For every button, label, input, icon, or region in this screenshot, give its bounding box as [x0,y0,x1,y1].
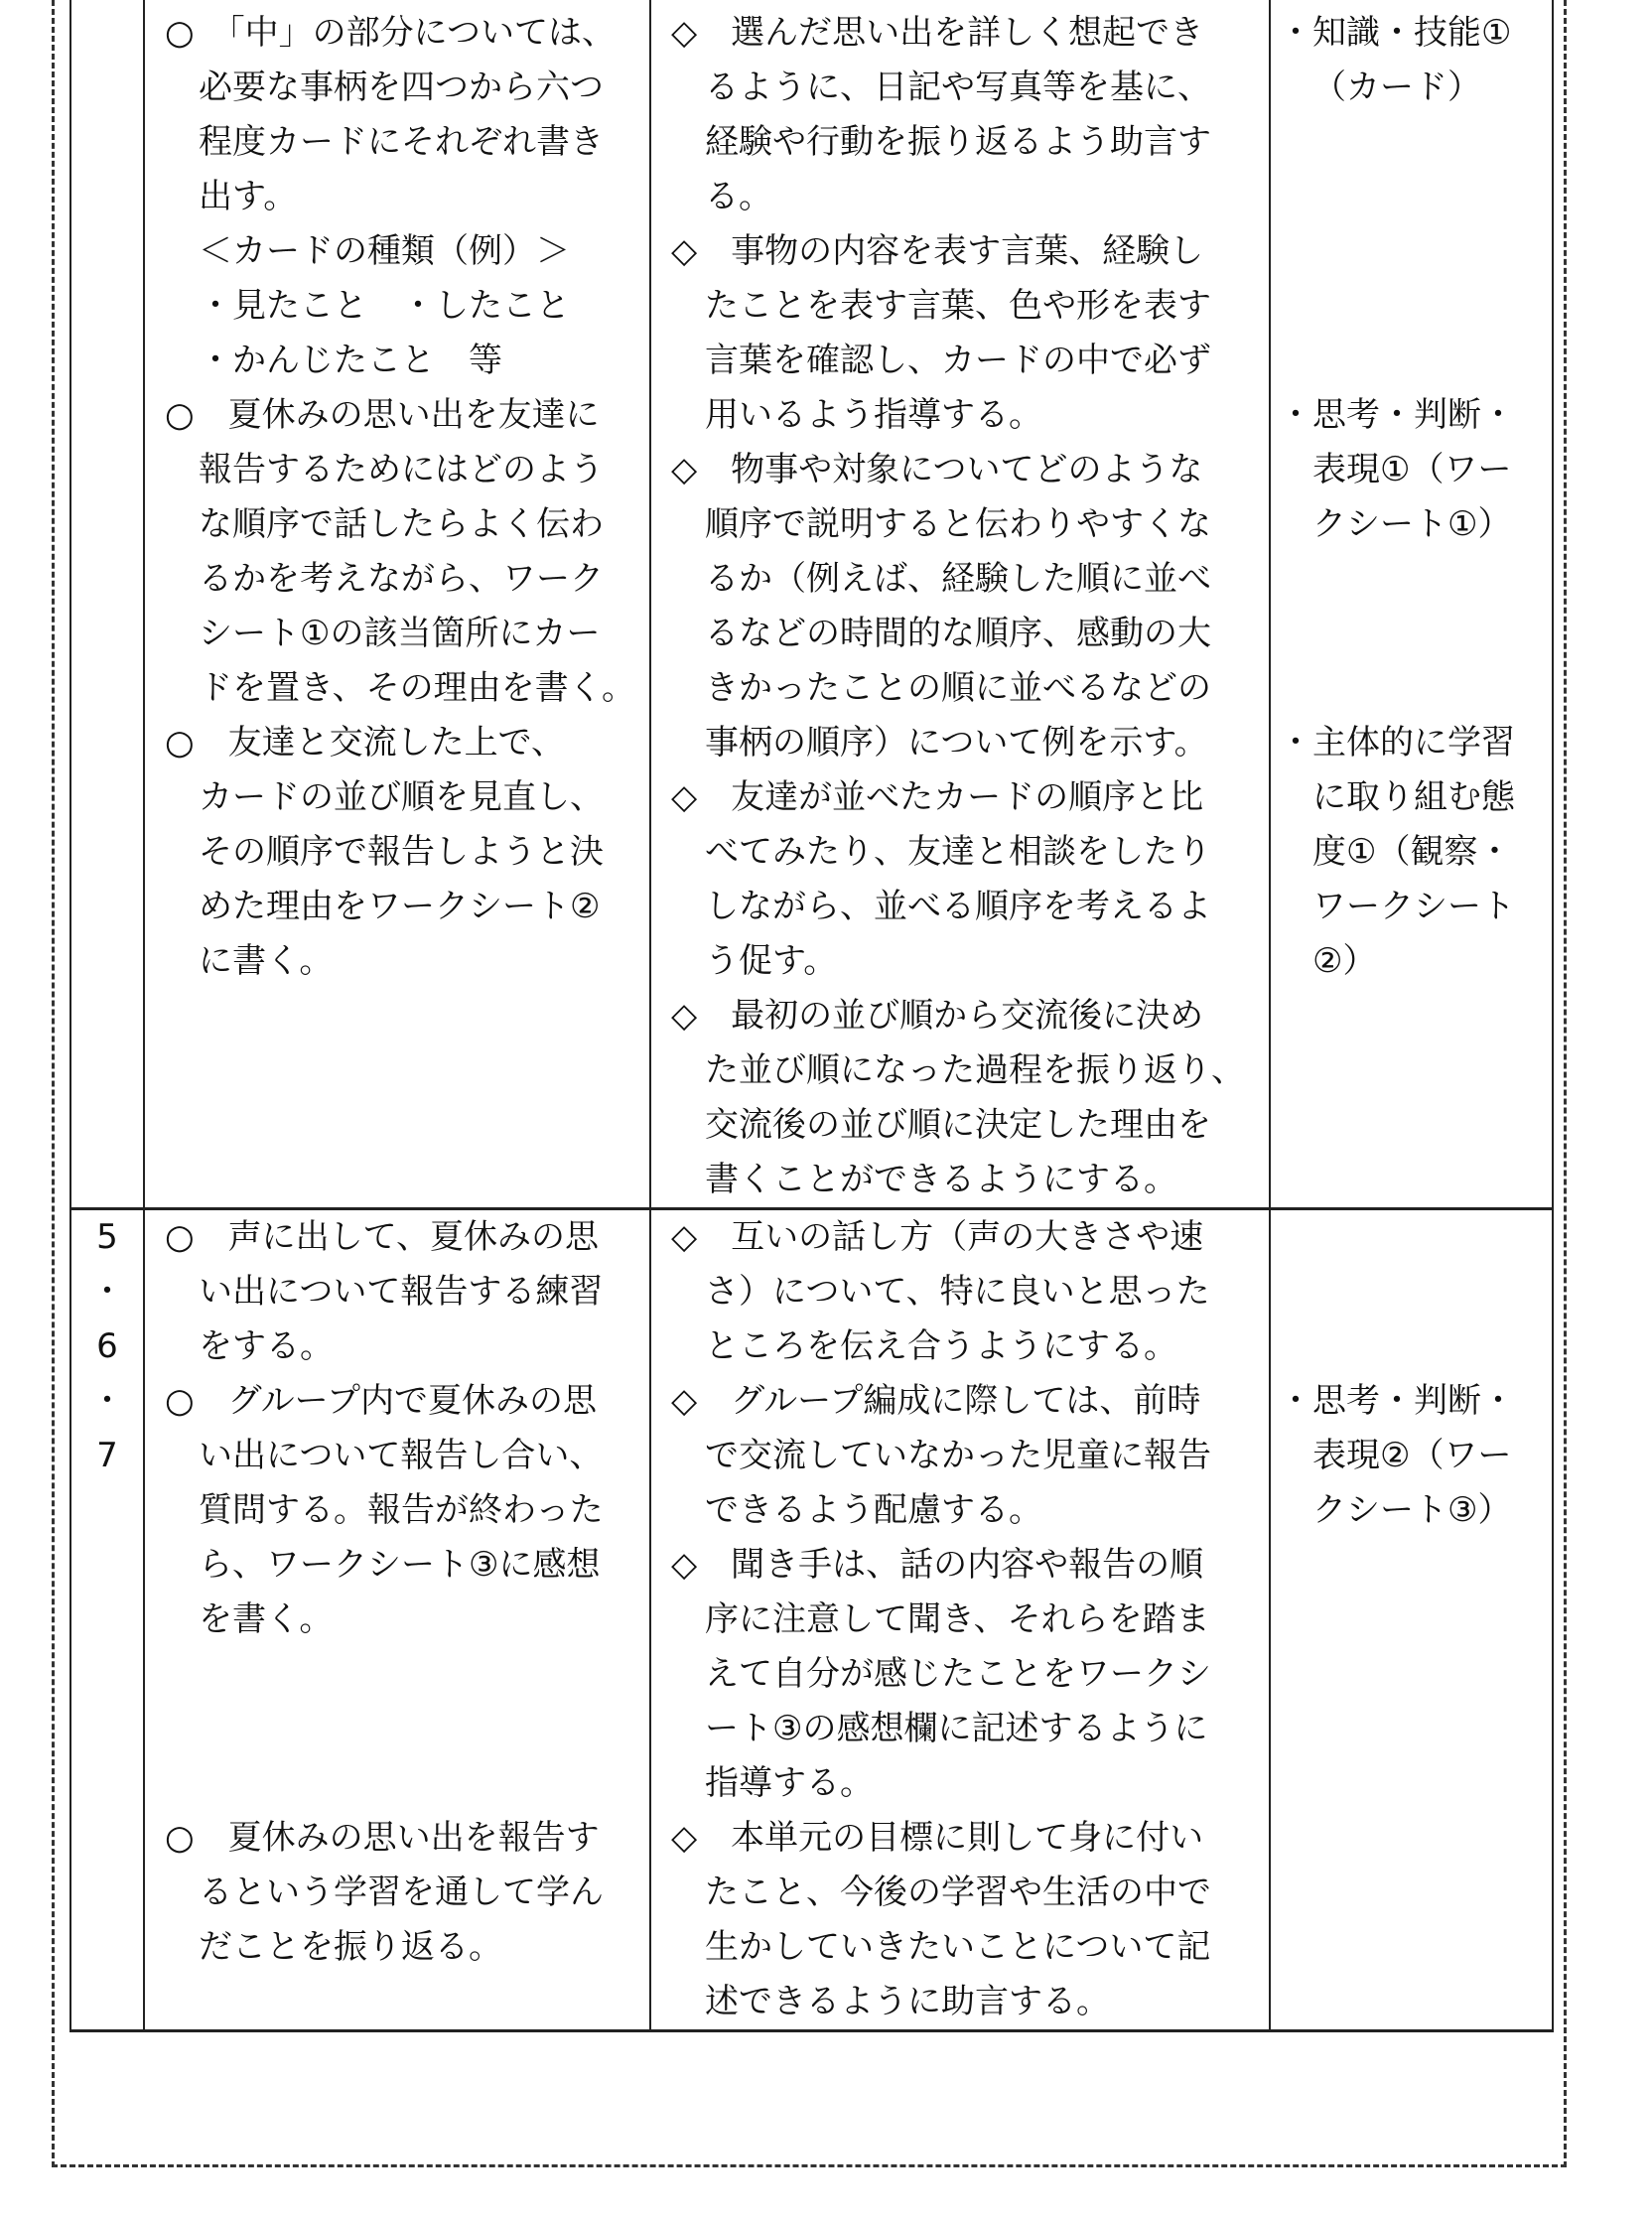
step-number-char: ・ [90,1272,124,1312]
learning-activity-item [145,716,649,989]
activity-line: ドを置き、その理由を書く。 [199,668,635,708]
support-line: ところを伝え合うようにする。 [705,1326,1177,1366]
activity-line: い出について報告し合い、 [199,1436,604,1475]
support-line: きかったことの順に並べるなどの [705,668,1211,708]
support-line: ◇ グループ編成に際しては、前時 [671,1381,1201,1421]
evaluation-line: に取り組む態 [1312,777,1515,817]
evaluation-line: ・知識・技能① [1279,13,1512,53]
support-line: 事柄の順序）について例を示す。 [705,723,1208,763]
activity-line: ○ 「中」の部分については、 [165,13,616,53]
teacher-support-item [651,989,1269,1207]
evaluation-item [1271,6,1552,115]
support-line: るなどの時間的な順序、感動の大 [705,614,1211,653]
support-line: 順序で説明すると伝わりやすくな [705,504,1211,544]
step-number-char: ・ [90,1381,124,1421]
evaluation-item [1271,1374,1552,1538]
activity-line: シート①の該当箇所にカー [199,614,601,653]
support-line: で交流していなかった児童に報告 [705,1436,1211,1475]
evaluation-line: 表現②（ワー [1312,1436,1512,1475]
evaluation-line: （カード） [1312,68,1481,107]
evaluation-line: ワークシート [1312,887,1515,926]
activity-line: を書く。 [199,1599,334,1639]
step-number-char: 5 [96,1217,118,1257]
activity-line: 出す。 [199,177,298,216]
activity-line: ○ 夏休みの思い出を報告す [165,1818,600,1858]
teacher-support-cell [650,0,1270,1209]
support-line: 生かしていきたいことについて記 [705,1927,1211,1967]
teacher-support-item [651,1811,1269,2029]
support-line: ート③の感想欄に記述するように [705,1709,1208,1748]
support-line: ◇ 物事や対象についてどのような [671,450,1203,489]
activity-line: るかを考えながら、ワーク [199,559,604,599]
evaluation-item [1271,388,1552,552]
support-line: ◇ 互いの話し方（声の大きさや速 [671,1217,1204,1257]
evaluation-cell [1270,1209,1553,2031]
activity-line: めた理由をワークシート② [199,887,601,926]
learning-activity-item [145,388,649,716]
learning-activity-item [145,1210,649,1374]
evaluation-line: ・思考・判断・ [1279,395,1515,435]
learning-activity-item [145,1811,649,1975]
activity-line: 程度カードにそれぞれ書き [199,122,604,162]
evaluation-line: クシート③） [1312,1490,1512,1530]
activity-line: ら、ワークシート③に感想 [199,1545,601,1585]
activity-line: ○ グループ内で夏休みの思 [165,1381,597,1421]
support-line: るように、日記や写真等を基に、 [705,68,1211,107]
step-number-char: 6 [96,1326,118,1366]
step-number-cell [70,1209,144,2031]
support-line: 書くことができるようにする。 [705,1160,1177,1199]
support-line: ◇ 事物の内容を表す言葉、経験し [671,231,1204,271]
support-line: 経験や行動を振り返るよう助言する。 [705,122,1211,216]
evaluation-cell [1270,0,1553,1209]
activity-line: カードの並び順を見直し、 [199,777,604,817]
teacher-support-item [651,224,1269,443]
step-number-cell [70,0,144,1209]
evaluation-line: 度①（観察・ [1312,832,1512,872]
activity-line: をする。 [199,1326,334,1366]
table-row [70,0,1553,1209]
support-line: ◇ 友達が並べたカードの順序と比 [671,777,1204,817]
activity-line: ＜カードの種類（例）＞ [199,231,570,271]
activity-line: ○ 友達と交流した上で、 [165,723,565,763]
activity-line: 質問する。報告が終わった [199,1490,604,1530]
support-line: ◇ 最初の並び順から交流後に決め [671,996,1204,1036]
teacher-support-cell [650,1209,1270,2031]
support-line: ◇ 聞き手は、話の内容や報告の順 [671,1545,1204,1585]
activity-line: その順序で報告しようと決 [199,832,604,872]
support-line: 交流後の並び順に決定した理由を [705,1105,1211,1145]
support-line: えて自分が感じたことをワークシ [705,1654,1211,1694]
support-line: た並び順になった過程を振り返り、 [705,1050,1245,1090]
evaluation-line: ・主体的に学習 [1279,723,1515,763]
activity-line: な順序で話したらよく伝わ [199,504,604,544]
activity-line: に書く。 [199,941,334,981]
support-line: ◇ 選んだ思い出を詳しく想起でき [671,13,1204,53]
support-line: できるよう配慮する。 [705,1490,1042,1530]
teacher-support-item [651,770,1269,989]
activity-line: だことを振り返る。 [199,1927,502,1967]
support-line: るか（例えば、経験した順に並べ [705,559,1211,599]
activity-line: るという学習を通して学ん [199,1873,604,1912]
teacher-support-item [651,443,1269,770]
support-line: 言葉を確認し、カードの中で必ず [705,341,1211,380]
support-line: たことを表す言葉、色や形を表す [705,286,1211,326]
activity-line: ○ 夏休みの思い出を友達に [165,395,600,435]
support-line: う促す。 [705,941,838,981]
activity-line: 必要な事柄を四つから六つ [199,68,604,107]
support-line: さ）について、特に良いと思った [705,1272,1210,1312]
evaluation-line: クシート①） [1312,504,1512,544]
support-line: 指導する。 [705,1763,874,1803]
learning-activity-cell [144,1209,650,2031]
support-line: 序に注意して聞き、それらを踏ま [705,1599,1210,1639]
teacher-support-item [651,1210,1269,1374]
learning-activity-item [145,6,649,388]
table-row [70,1209,1553,2031]
teacher-support-item [651,1538,1269,1811]
evaluation-line: ②） [1312,941,1377,981]
activity-line: 報告するためにはどのよう [199,450,604,489]
learning-activity-cell [144,0,650,1209]
activity-line: い出について報告する練習 [199,1272,604,1312]
activity-line: ・見たこと ・したこと [199,286,570,326]
activity-line: ・かんじたこと 等 [199,341,502,380]
step-number-char: 7 [96,1436,118,1475]
evaluation-line: 表現①（ワー [1312,450,1512,489]
support-line: ◇ 本単元の目標に則して身に付い [671,1818,1204,1858]
support-line: べてみたり、友達と相談をしたり [705,832,1211,872]
evaluation-line: ・思考・判断・ [1279,1381,1515,1421]
support-line: 用いるよう指導する。 [705,395,1042,435]
evaluation-item [1271,716,1552,989]
learning-activity-item [145,1374,649,1647]
support-line: しながら、並べる順序を考えるよ [705,887,1211,926]
teacher-support-item [651,1374,1269,1538]
support-line: 述できるように助言する。 [705,1982,1110,2021]
teacher-support-item [651,6,1269,224]
lesson-plan-table [69,0,1554,2032]
activity-line: ○ 声に出して、夏休みの思 [165,1217,599,1257]
support-line: たこと、今後の学習や生活の中で [705,1873,1211,1912]
